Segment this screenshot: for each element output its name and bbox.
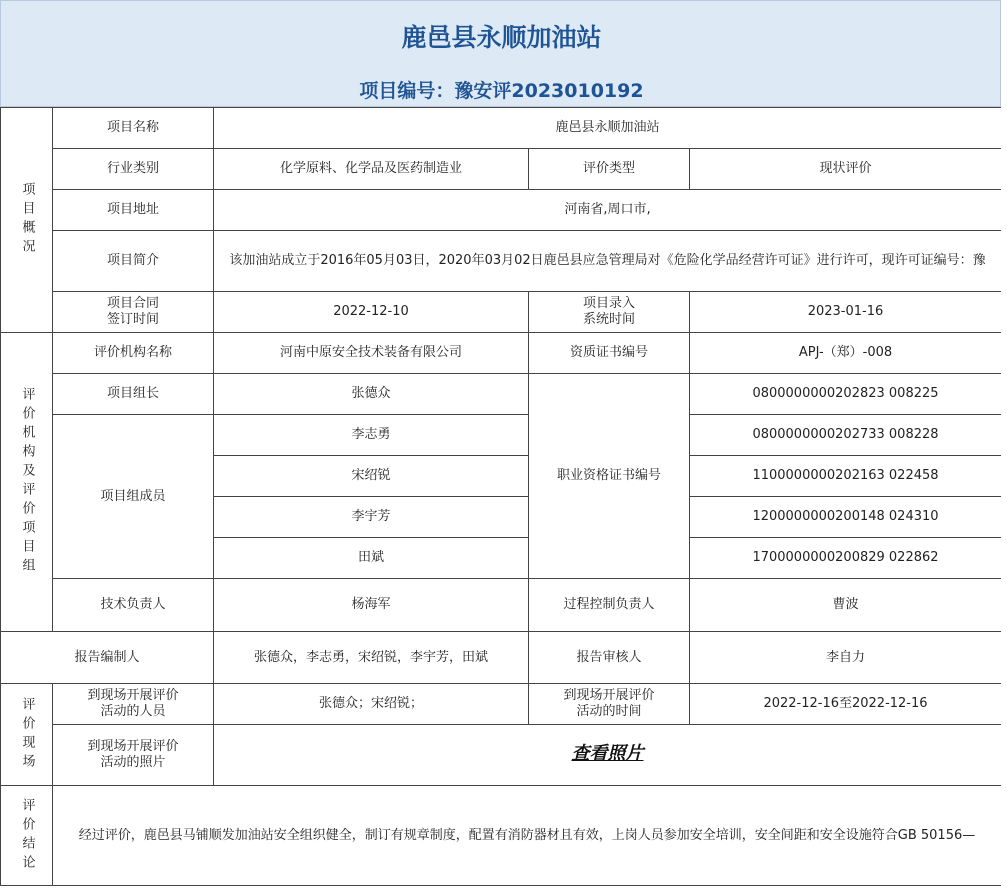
member-cert: 1200000000200148 024310 [690,497,1002,538]
value-report-reviewer: 李自力 [690,632,1002,684]
value-conclusion: 经过评价，鹿邑县马铺顺发加油站安全组织健全，制订有规章制度，配置有消防器材且有效，上岗人员参加安全培训，安全间距和安全设施符合GB 50156— [53,786,1002,886]
project-code: 项目编号：豫安评2023010192 [359,80,644,102]
label-industry: 行业类别 [53,149,214,190]
value-project-name: 鹿邑县永顺加油站 [214,108,1002,149]
section-overview: 项目概况 [1,108,53,333]
value-industry: 化学原料、化学品及医药制造业 [214,149,529,190]
member-cert: 1100000000202163 022458 [690,456,1002,497]
member-name: 田斌 [214,538,529,579]
label-process-lead: 过程控制负责人 [529,579,690,632]
value-eval-type: 现状评价 [690,149,1002,190]
label-report-author: 报告编制人 [1,632,214,684]
label-team-members: 项目组成员 [53,415,214,579]
value-tech-lead: 杨海军 [214,579,529,632]
member-cert: 1700000000200829 022862 [690,538,1002,579]
label-team-leader: 项目组长 [53,374,214,415]
value-cert-no: APJ-（郑）-008 [690,333,1002,374]
label-address: 项目地址 [53,190,214,231]
view-photos-link[interactable]: 查看照片 [571,743,644,764]
label-agency-name: 评价机构名称 [53,333,214,374]
member-cert: 0800000000202733 008228 [690,415,1002,456]
label-site-time: 到现场开展评价 活动的时间 [529,684,690,725]
value-agency-name: 河南中原安全技术装备有限公司 [214,333,529,374]
value-site-time: 2022-12-16至2022-12-16 [690,684,1002,725]
value-entry-time: 2023-01-16 [690,292,1002,333]
value-contract-time: 2022-12-10 [214,292,529,333]
value-site-people: 张德众；宋绍锐； [214,684,529,725]
label-entry-time: 项目录入 系统时间 [529,292,690,333]
member-name: 李志勇 [214,415,529,456]
page-title: 鹿邑县永顺加油站 [401,23,602,52]
site-photo-cell [214,725,1002,786]
label-cert-no: 资质证书编号 [529,333,690,374]
label-contract-time: 项目合同 签订时间 [53,292,214,333]
member-name: 李宇芳 [214,497,529,538]
label-eval-type: 评价类型 [529,149,690,190]
label-site-photo: 到现场开展评价 活动的照片 [53,725,214,786]
member-name: 宋绍锐 [214,456,529,497]
label-project-name: 项目名称 [53,108,214,149]
project-info-table [0,107,1002,886]
label-site-people: 到现场开展评价 活动的人员 [53,684,214,725]
value-process-lead: 曹波 [690,579,1002,632]
value-team-leader: 张德众 [214,374,529,415]
label-intro: 项目简介 [53,231,214,292]
value-team-leader-cert: 0800000000202823 008225 [690,374,1002,415]
label-report-reviewer: 报告审核人 [529,632,690,684]
page-header [0,0,1001,107]
value-report-author: 张德众，李志勇，宋绍锐，李宇芳，田斌 [214,632,529,684]
right-edge [1001,0,1007,889]
value-intro: 该加油站成立于2016年05月03日，2020年03月02日鹿邑县应急管理局对《危险化学品经营许可证》进行许可，现许可证编号：豫 [214,231,1002,292]
section-conclusion: 评价结论 [1,786,53,886]
value-address: 河南省,周口市, [214,190,1002,231]
section-site: 评价现场 [1,684,53,786]
label-qual-cert: 职业资格证书编号 [529,374,690,579]
section-agency: 评价机构及评价项目组 [1,333,53,632]
label-tech-lead: 技术负责人 [53,579,214,632]
